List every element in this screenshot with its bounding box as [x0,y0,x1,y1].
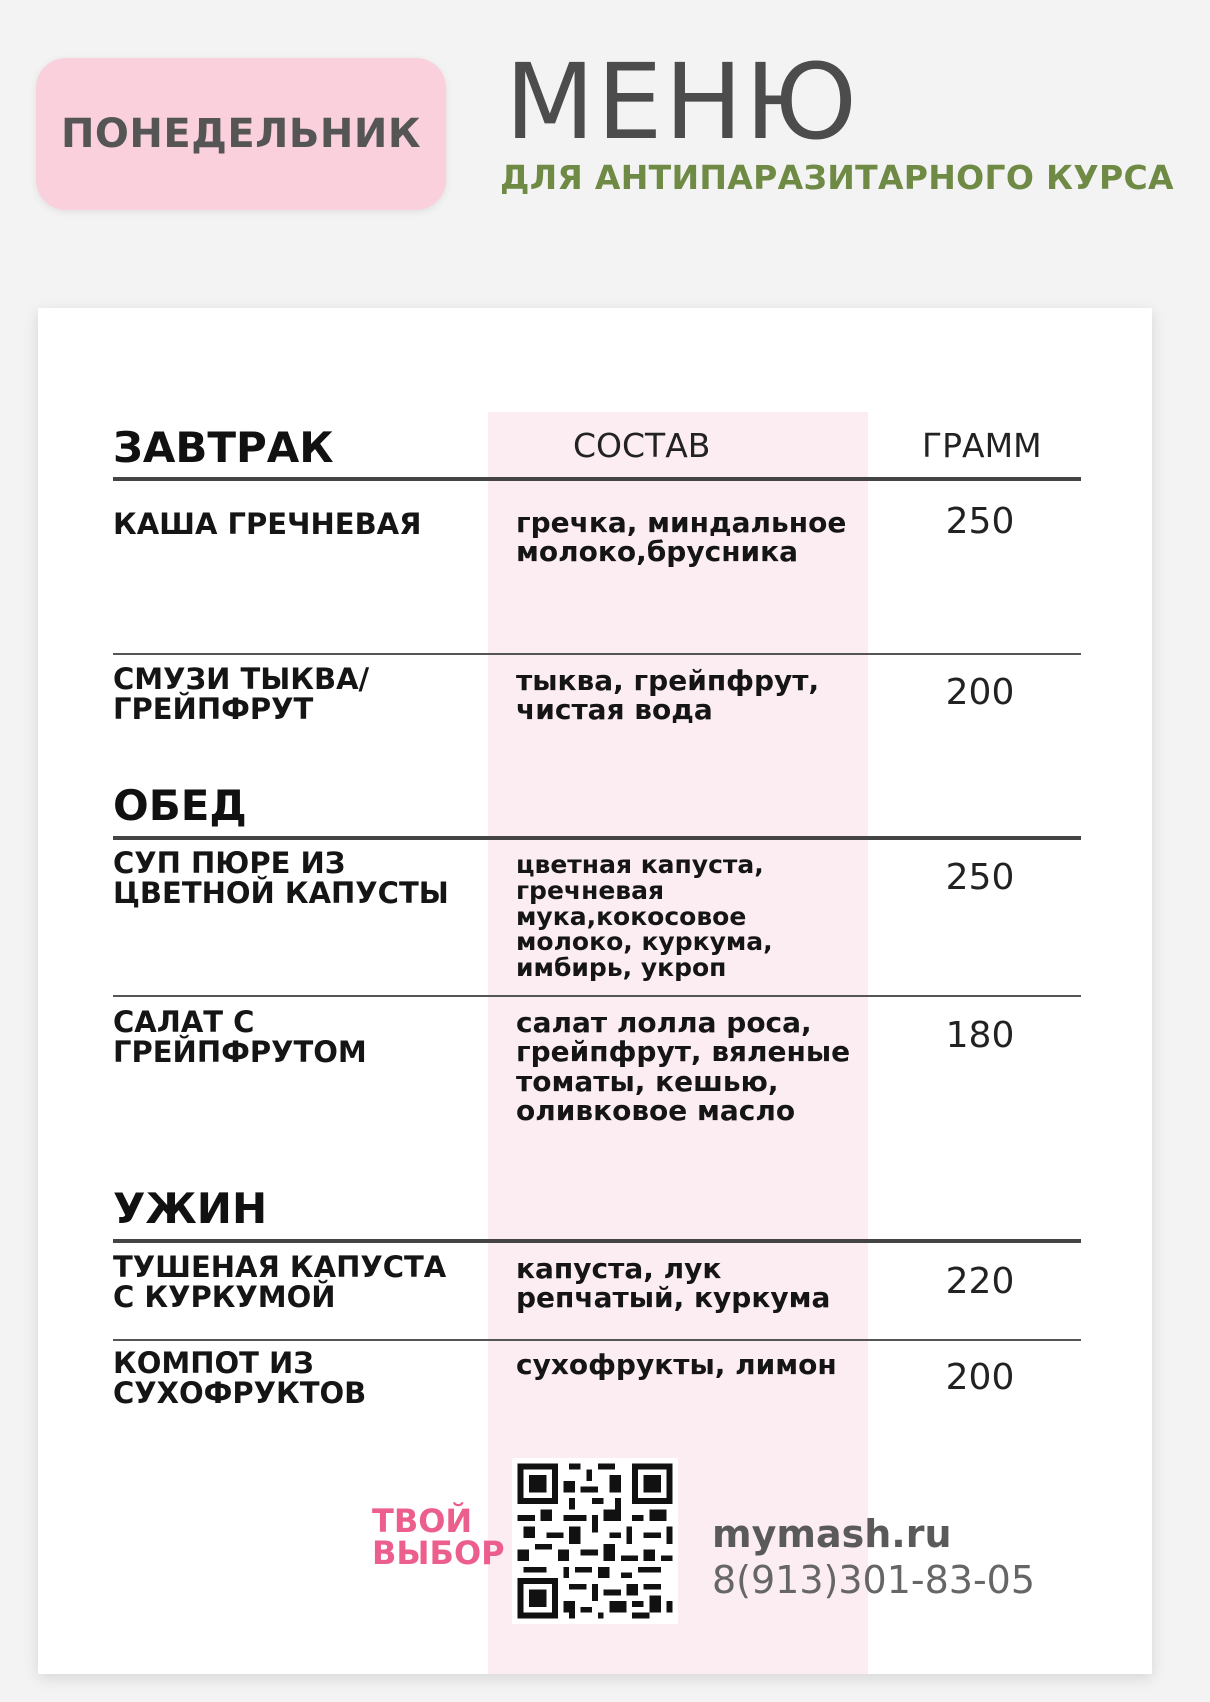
dish-ingredients: салат лолла роса, грейпфрут, вяленые томаты, кешью, оливковое масло [516,1006,851,1128]
day-label: ПОНЕДЕЛЬНИК [60,111,422,157]
column-header-grams: ГРАММ [922,426,1042,465]
dish-name: СМУЗИ ТЫКВА/ ГРЕЙПФРУТ [113,662,370,726]
slogan-line: ВЫБОР [372,1534,505,1572]
section-divider [113,836,1081,840]
dish-ingredients: цветная капуста, гречневая мука,кокосовое молоко, куркума, имбирь, укроп [516,850,773,982]
slogan-line: ТВОЙ [372,1502,473,1540]
dish-grams: 250 [945,501,1015,542]
dish-name: ТУШЕНАЯ КАПУСТА С КУРКУМОЙ [113,1250,447,1314]
dish-grams: 200 [945,672,1015,713]
section-divider [113,477,1081,481]
dish-grams: 220 [945,1261,1015,1302]
dish-name: САЛАТ С ГРЕЙПФРУТОМ [113,1005,367,1069]
phone-number[interactable]: 8(913)301-83-05 [712,1558,1036,1602]
dish-ingredients: капуста, лук репчатый, куркума [516,1252,831,1315]
row-divider [113,1339,1081,1341]
dish-ingredients: сухофрукты, лимон [516,1348,837,1381]
website-link[interactable]: mymash.ru [712,1512,952,1556]
section-dinner: УЖИН [113,1184,268,1233]
page-title: МЕНЮ [505,41,859,163]
dish-ingredients: гречка, миндальное молоко,брусника [516,506,847,569]
page-subtitle: ДЛЯ АНТИПАРАЗИТАРНОГО КУРСА [500,158,1174,197]
dish-name: КАША ГРЕЧНЕВАЯ [113,507,422,541]
dish-grams: 180 [945,1015,1015,1056]
row-divider [113,995,1081,997]
dish-name: КОМПОТ ИЗ СУХОФРУКТОВ [113,1346,367,1410]
dish-name: СУП ПЮРЕ ИЗ ЦВЕТНОЙ КАПУСТЫ [113,846,449,910]
dish-grams: 200 [945,1357,1015,1398]
brand-slogan [372,1502,505,1572]
dish-grams: 250 [945,857,1015,898]
section-breakfast: ЗАВТРАК [113,423,334,472]
row-divider [113,653,1081,655]
column-header-composition: СОСТАВ [573,426,711,465]
section-divider [113,1239,1081,1243]
day-badge [36,58,446,210]
dish-ingredients: тыква, грейпфрут, чистая вода [516,664,820,727]
qr-code-icon[interactable] [512,1458,678,1624]
section-lunch: ОБЕД [113,781,247,830]
